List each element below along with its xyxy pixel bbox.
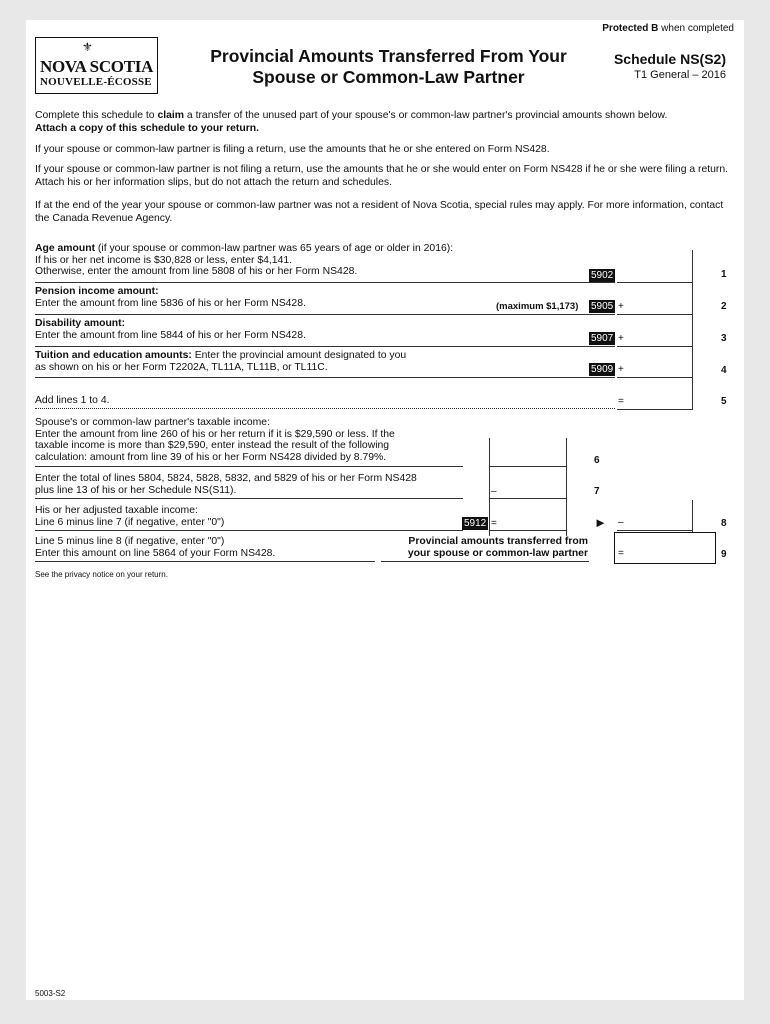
line-number-3: 3	[721, 333, 727, 344]
form-year: T1 General – 2016	[634, 69, 726, 81]
line-9-label: Line 5 minus line 8 (if negative, enter "0") Enter this amount on line 5864 of your Form NS428.	[35, 536, 276, 559]
line-3-label: Disability amount: Enter the amount from line 5844 of his or her Form NS428.	[35, 318, 306, 341]
line-8-equals: =	[491, 518, 497, 529]
schedule-name: Schedule NS(S2)	[613, 51, 726, 67]
line-code-5912: 5912	[464, 518, 487, 529]
line-number-8: 8	[721, 518, 727, 529]
line-8-rule	[35, 530, 463, 531]
line-4-label: Tuition and education amounts: Enter the provincial amount designated to you as shown on his or her Form T2202A, TL11A, TL11B, or TL11C.	[35, 350, 407, 373]
middle-column-right-rule	[566, 438, 567, 536]
line-4-rule	[35, 377, 615, 378]
line-3-rule	[35, 346, 615, 347]
line-9-result-rule	[381, 561, 589, 562]
privacy-notice: See the privacy notice on your return.	[35, 570, 168, 579]
line-7-rule	[35, 498, 463, 499]
line-6-rule	[35, 466, 463, 467]
form-page	[26, 20, 744, 1000]
line-number-6: 6	[594, 455, 600, 466]
line-2-label: Pension income amount: Enter the amount from line 5836 of his or her Form NS428.	[35, 286, 306, 309]
line-2-rule	[35, 314, 615, 315]
middle-column-left-rule	[489, 438, 490, 536]
line-5-label: Add lines 1 to 4.	[35, 395, 110, 406]
line-number-2: 2	[721, 301, 727, 312]
line-1-amount-field[interactable]	[617, 282, 692, 283]
line-7-amount-field[interactable]	[489, 498, 566, 499]
line-number-9: 9	[721, 549, 727, 560]
line-5-amount-field[interactable]	[617, 409, 692, 410]
nova-scotia-logo	[35, 37, 158, 94]
intro-paragraph-1: Complete this schedule to claim a transfer of the unused part of your spouse's or common-law partner's provincial amounts shown below. Attach a copy of this schedule to your return.	[35, 110, 668, 134]
line-9-rule	[35, 561, 375, 562]
line-code-5909: 5909	[591, 364, 614, 375]
line-number-7: 7	[594, 486, 600, 497]
line-code-5905: 5905	[591, 301, 614, 312]
protected-b-label: Protected B when completed	[602, 23, 734, 34]
line-2-maximum: (maximum $1,173)	[496, 301, 579, 312]
intro-paragraph-4: If at the end of the year your spouse or common-law partner was not a resident of Nova Scotia, special rules may apply. For more information, contact the Canada Revenue Agency.	[35, 200, 724, 224]
line-7-minus: –	[491, 486, 497, 497]
line-4-amount-field[interactable]	[617, 377, 692, 378]
line-1-label: Age amount (if your spouse or common-law partner was 65 years of age or older in 2016): If his or her net income is $30,828 or less, enter $4,141. Otherwise, enter the amount from line 5808 of his or her Form NS428.	[35, 243, 454, 277]
line-8-middle-field[interactable]	[489, 530, 566, 531]
line-8-column-rule	[692, 500, 693, 532]
line-8-label: His or her adjusted taxable income: Line 6 minus line 7 (if negative, enter "0")	[35, 505, 225, 528]
line-8-minus: –	[618, 517, 624, 528]
line-4-plus: +	[618, 364, 624, 375]
line-9-result-label: Provincial amounts transferred from your spouse or common-law partner	[407, 536, 588, 559]
page-title: Provincial Amounts Transferred From Your Spouse or Common-Law Partner	[210, 46, 567, 87]
line-1-rule	[35, 282, 615, 283]
line-6-amount-field[interactable]	[489, 466, 566, 467]
line-5-leader	[35, 408, 615, 409]
line-code-5907: 5907	[591, 333, 614, 344]
logo-text-fr: NOUVELLE-ÉCOSSE	[40, 76, 152, 88]
line-2-amount-field[interactable]	[617, 314, 692, 315]
line-number-4: 4	[721, 365, 727, 376]
logo-text-en: NOVA SCOTIA	[40, 57, 154, 76]
osprey-icon: ⚜	[82, 40, 93, 54]
line-9-amount-field[interactable]	[614, 532, 716, 564]
intro-paragraph-2: If your spouse or common-law partner is filing a return, use the amounts that he or she entered on Form NS428.	[35, 144, 550, 155]
amount-column-rule	[692, 250, 693, 410]
line-3-amount-field[interactable]	[617, 346, 692, 347]
line-3-plus: +	[618, 333, 624, 344]
line-9-equals: =	[618, 548, 624, 559]
right-arrow-icon: ►	[594, 515, 607, 530]
line-5-equals: =	[618, 396, 624, 407]
line-2-plus: +	[618, 301, 624, 312]
line-6-label: Spouse's or common-law partner's taxable income: Enter the amount from line 260 of his or her return if it is $29,590 or less. If the taxable income is more than $29,590, enter instead the result of the following calculation: amount from line 39 of his or her Form NS428 divided by 8.79%.	[35, 417, 395, 463]
line-8-amount-field[interactable]	[617, 530, 692, 531]
line-number-5: 5	[721, 396, 727, 407]
line-number-1: 1	[721, 269, 727, 280]
line-7-label: Enter the total of lines 5804, 5824, 5828, 5832, and 5829 of his or her Form NS428 plus line 13 of his or her Schedule NS(S11).	[35, 473, 417, 496]
line-code-5902: 5902	[591, 270, 614, 281]
intro-paragraph-3: If your spouse or common-law partner is not filing a return, use the amounts that he or she would enter on Form NS428 if he or she were filing a return. Attach his or her information slips, but do not attach the return and schedules.	[35, 164, 729, 188]
form-code: 5003-S2	[35, 989, 66, 998]
